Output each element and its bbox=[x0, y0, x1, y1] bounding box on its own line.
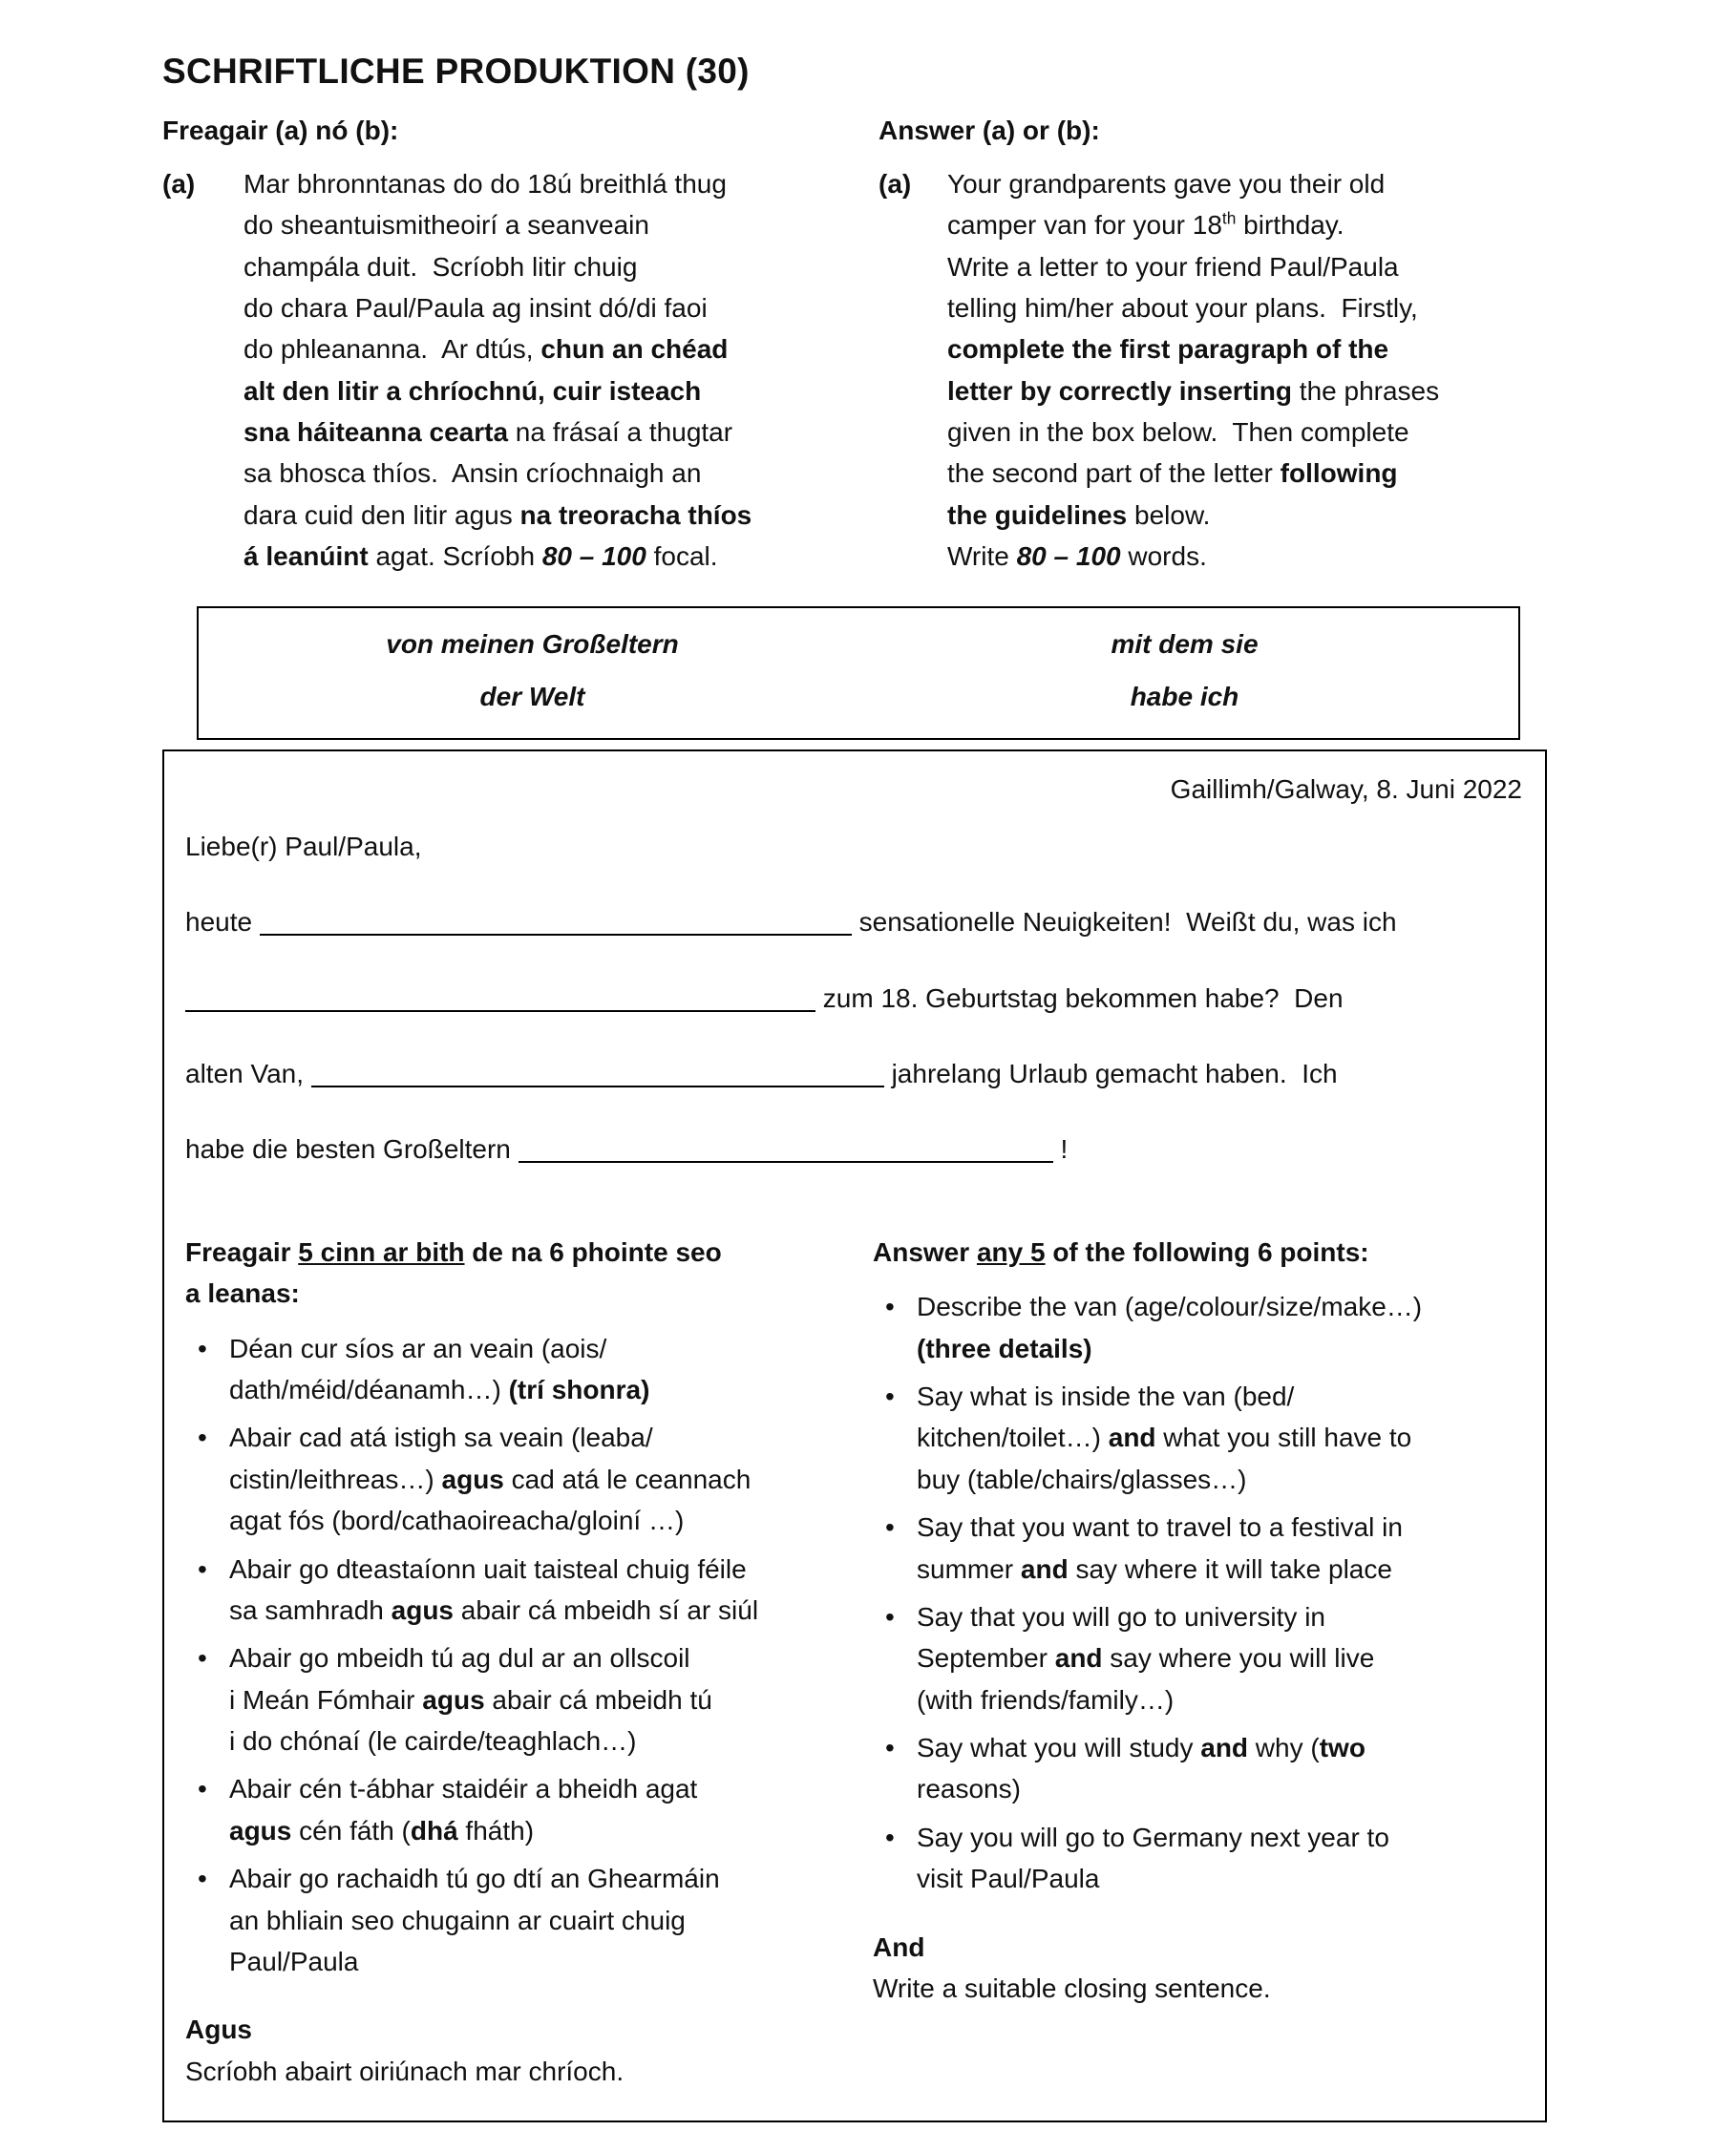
letter-text: jahrelang Urlaub gemacht haben. Ich bbox=[883, 1058, 1338, 1088]
letter-blank bbox=[185, 987, 815, 1012]
phrase-item: von meinen Großeltern bbox=[386, 628, 679, 659]
task-point: • Say what you will study and why (two reasons) bbox=[873, 1727, 1522, 1810]
letter-box bbox=[162, 749, 1547, 2122]
letter-text: habe die besten Großeltern bbox=[185, 1134, 519, 1165]
task-point: • Déan cur síos ar an veain (aois/ dath/méid/déanamh…) (trí shonra) bbox=[185, 1328, 835, 1411]
irish-guidelines-heading: Freagair 5 cinn ar bith de na 6 phointe seo a leanas: bbox=[185, 1236, 722, 1309]
english-instruction-block bbox=[879, 163, 1547, 578]
task-point: • Abair cad atá istigh sa veain (leaba/ cistin/leithreas…) agus cad atá le ceannach agat fós (bord/cathaoireacha/gloiní …) bbox=[185, 1417, 835, 1541]
guidelines-row bbox=[185, 1232, 1522, 2092]
english-closing-label: And bbox=[873, 1931, 925, 1962]
letter-text: alten Van, bbox=[185, 1058, 311, 1088]
letter-blank bbox=[311, 1063, 884, 1087]
irish-closing-label: Agus bbox=[185, 2015, 252, 2045]
task-point: • Abair cén t-ábhar staidéir a bheidh agat agus cén fáth (dhá fháth) bbox=[185, 1768, 835, 1851]
phrase-item: der Welt bbox=[479, 682, 585, 712]
letter-line bbox=[185, 1129, 1522, 1170]
irish-points-list bbox=[185, 1328, 835, 1983]
letter-salutation: Liebe(r) Paul/Paula, bbox=[185, 831, 422, 861]
task-point: • Say you will go to Germany next year to visit Paul/Paula bbox=[873, 1817, 1522, 1900]
letter-text: heute bbox=[185, 907, 260, 938]
letter-line bbox=[185, 1053, 1522, 1094]
task-point: • Say what is inside the van (bed/ kitchen/toilet…) and what you still have to buy (table/chairs/glasses…) bbox=[873, 1376, 1522, 1500]
english-guidelines-column bbox=[873, 1232, 1522, 2092]
task-point: • Abair go dteastaíonn uait taisteal chuig féile sa samhradh agus abair cá mbeidh sí ar siúl bbox=[185, 1549, 835, 1632]
letter-text: sensationelle Neuigkeiten! Weißt du, was ich bbox=[851, 907, 1397, 938]
letter-text: ! bbox=[1052, 1134, 1069, 1165]
irish-closing-text: Scríobh abairt oiriúnach mar chríoch. bbox=[185, 2056, 625, 2086]
letter-lines bbox=[185, 901, 1522, 1171]
letter-text: zum 18. Geburtstag bekommen habe? Den bbox=[815, 982, 1344, 1013]
letter-line bbox=[185, 978, 1522, 1019]
page-title: SCHRIFTLICHE PRODUKTION (30) bbox=[162, 52, 750, 91]
instruction-headers-row bbox=[162, 110, 1547, 162]
task-point: • Abair go mbeidh tú ag dul ar an ollscoil i Meán Fómhair agus abair cá mbeidh tú i do chónaí (le cairde/teaghlach…) bbox=[185, 1637, 835, 1762]
irish-closing bbox=[185, 2009, 835, 2092]
english-option-label: (a) bbox=[879, 168, 912, 199]
english-instruction-text: Your grandparents gave you their old camper van for your 18th birthday. Write a letter to your friend Paul/Paula telling him/her about your plans. Firstly, complete the first paragraph of the letter by correctly inserting the phrases given in the box below. Then complete the second part of the letter following the guidelines below. Write 80 – 100 words. bbox=[947, 168, 1440, 572]
irish-instruction-header: Freagair (a) nó (b): bbox=[162, 116, 399, 146]
letter-line bbox=[185, 901, 1522, 942]
english-points-list bbox=[873, 1286, 1522, 1899]
irish-instruction-block bbox=[162, 163, 831, 578]
irish-instruction-text: Mar bhronntanas do do 18ú breithlá thug do sheantuismitheoirí a seanveain champála duit. Scríobh litir chuig do chara Paul/Paula ag insint dó/di faoi do phleananna. Ar dtús, chun an chéad alt den litir a chríochnú, cuir isteach sna háiteanna cearta na frásaí a thugtar sa bhosca thíos. Ansin críochnaigh an dara cuid den litir agus na treoracha thíos á leanúint agat. Scríobh 80 – 100 focal. bbox=[243, 168, 752, 572]
instructions-row bbox=[162, 163, 1547, 583]
letter-blank bbox=[519, 1139, 1053, 1164]
task-point: • Describe the van (age/colour/size/make…) (three details) bbox=[873, 1286, 1522, 1369]
english-instruction-header: Answer (a) or (b): bbox=[879, 116, 1100, 146]
phrase-item: mit dem sie bbox=[1111, 628, 1259, 659]
english-closing bbox=[873, 1927, 1522, 2010]
task-point: • Say that you want to travel to a festival in summer and say where it will take place bbox=[873, 1507, 1522, 1590]
irish-option-label: (a) bbox=[162, 168, 196, 199]
english-closing-text: Write a suitable closing sentence. bbox=[873, 1973, 1271, 2004]
phrase-box bbox=[197, 606, 1520, 741]
irish-guidelines-column bbox=[185, 1232, 835, 2092]
phrase-item: habe ich bbox=[1130, 682, 1239, 712]
task-point: • Say that you will go to university in September and say where you will live (with friends/family…) bbox=[873, 1596, 1522, 1720]
letter-blank bbox=[260, 911, 852, 936]
english-guidelines-heading: Answer any 5 of the following 6 points: bbox=[873, 1236, 1369, 1267]
letter-date: Gaillimh/Galway, 8. Juni 2022 bbox=[1170, 774, 1522, 805]
task-point: • Abair go rachaidh tú go dtí an Ghearmáin an bhliain seo chugainn ar cuairt chuig Paul/Paula bbox=[185, 1858, 835, 1982]
